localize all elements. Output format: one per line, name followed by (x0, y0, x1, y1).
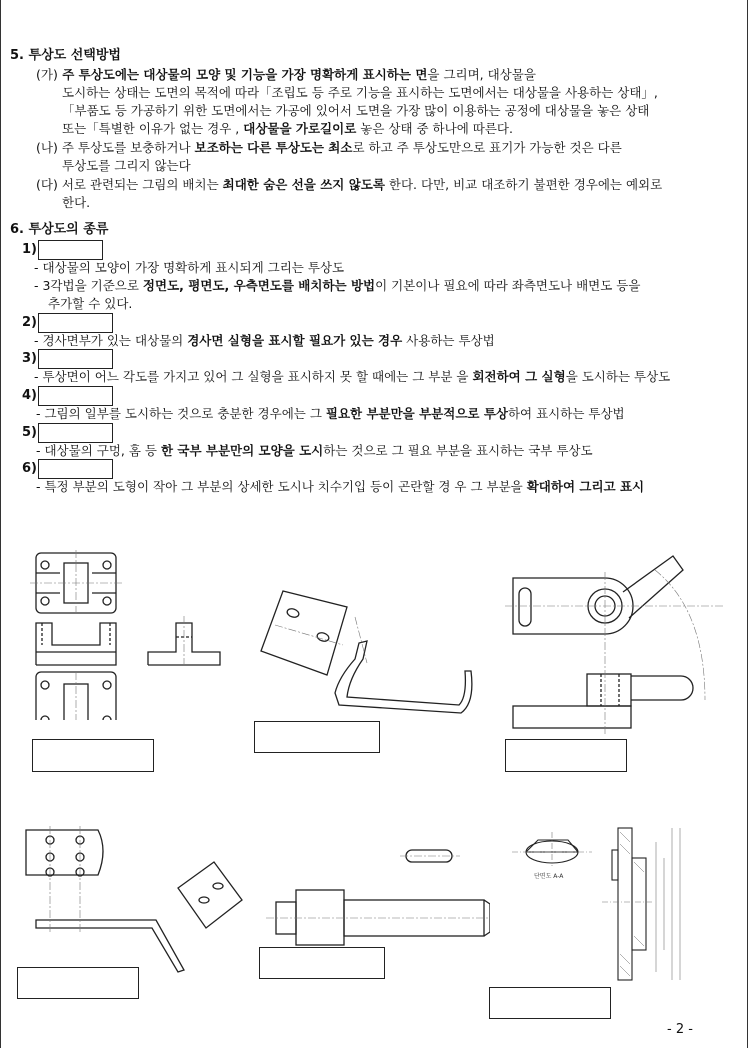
section5-na-line2: 투상도를 그리지 않는다 (62, 158, 191, 173)
item2-desc: - 경사면부가 있는 대상물의 경사면 실형을 표시할 필요가 있는 경우 사용하는 투상법 (34, 333, 495, 348)
figure6-answer-box[interactable] (489, 987, 611, 1019)
item6-desc: - 특정 부분의 도형이 작아 그 부분의 상세한 도시나 치수기입 등이 곤란할 경 우 그 부분을 확대하여 그리고 표시 (36, 479, 645, 494)
figure2-answer-box[interactable] (254, 721, 380, 753)
item3-desc: - 투상면이 어느 각도를 가지고 있어 그 실형을 표시하지 못 할 때에는 그 부분 을 회전하여 그 실형을 도시하는 투상도 (34, 369, 671, 384)
section6-heading: 6. 투상도의 종류 (10, 222, 109, 237)
page-number: - 2 - (667, 1022, 693, 1037)
section5-da-line1: (다) 서로 관련되는 그림의 배치는 최대한 숨은 선을 쓰지 않도록 한다. 다만, 비교 대조하기 불편한 경우에는 예외로 (36, 177, 663, 192)
section5-heading: 5. 투상도 선택방법 (10, 48, 121, 63)
section5-ga-line3: 「부품도 등 가공하기 위한 도면에서는 가공에 있어서 도면을 가장 많이 이용하는 공정에 대상물을 놓은 상태 (62, 103, 650, 118)
figure5-answer-box[interactable] (259, 947, 385, 979)
item5-answer-box[interactable] (38, 423, 113, 443)
item4-answer-box[interactable] (38, 386, 113, 406)
section5-da-line2: 한다. (62, 195, 91, 210)
item2-answer-box[interactable] (38, 313, 113, 333)
item5-number: 5) (22, 425, 37, 440)
item4-number: 4) (22, 388, 37, 403)
item5-desc: - 대상물의 구멍, 홈 등 한 국부 부분만의 모양을 도시하는 것으로 그 필요 부분을 표시하는 국부 투상도 (36, 443, 593, 458)
figure-detail-view (512, 822, 697, 987)
item6-answer-box[interactable] (38, 459, 113, 479)
item1-desc3: 추가할 수 있다. (48, 296, 133, 311)
figure1-answer-box[interactable] (32, 739, 154, 772)
item3-number: 3) (22, 351, 37, 366)
section5-ga-line1: (가) 주 투상도에는 대상물의 모양 및 기능을 가장 명확하게 표시하는 면을 그리며, 대상물을 (36, 67, 536, 82)
item1-desc1: - 대상물의 모양이 가장 명확하게 표시되게 그리는 투상도 (34, 260, 345, 275)
figure-local-view (260, 840, 490, 950)
section5-ga-line2: 도시하는 상태는 도면의 목적에 따라「조립도 등 주로 기능을 표시하는 도면에서는 대상물을 사용하는 상태」, (62, 85, 658, 100)
item1-desc2: - 3각법을 기준으로 정면도, 평면도, 우측면도를 배치하는 방법이 기본이나 필요에 따라 좌측면도나 배면도 등을 (34, 278, 641, 293)
item2-number: 2) (22, 315, 37, 330)
figure-auxiliary-view (255, 585, 485, 720)
item6-number: 6) (22, 461, 37, 476)
figure3-answer-box[interactable] (505, 739, 627, 772)
figure-partial-view (18, 820, 248, 975)
item4-desc: - 그림의 일부를 도시하는 것으로 충분한 경우에는 그 필요한 부분만을 부분적으로 투상하여 표시하는 투상법 (36, 406, 625, 421)
detail-section-label: 단면도 A-A (534, 873, 564, 880)
figure-rotated-view (505, 550, 735, 735)
figure-three-view (30, 550, 230, 720)
section5-na-line1: (나) 주 투상도를 보충하거나 보조하는 다른 투상도는 최소로 하고 주 투상도만으로 표기가 가능한 것은 다른 (36, 140, 622, 155)
figure4-answer-box[interactable] (17, 967, 139, 999)
item3-answer-box[interactable] (38, 349, 113, 369)
item1-answer-box[interactable] (38, 240, 103, 260)
section5-ga-line4: 또는「특별한 이유가 없는 경우 , 대상물을 가로길이로 놓은 상태 중 하나에 따른다. (62, 121, 513, 136)
item1-number: 1) (22, 242, 37, 257)
